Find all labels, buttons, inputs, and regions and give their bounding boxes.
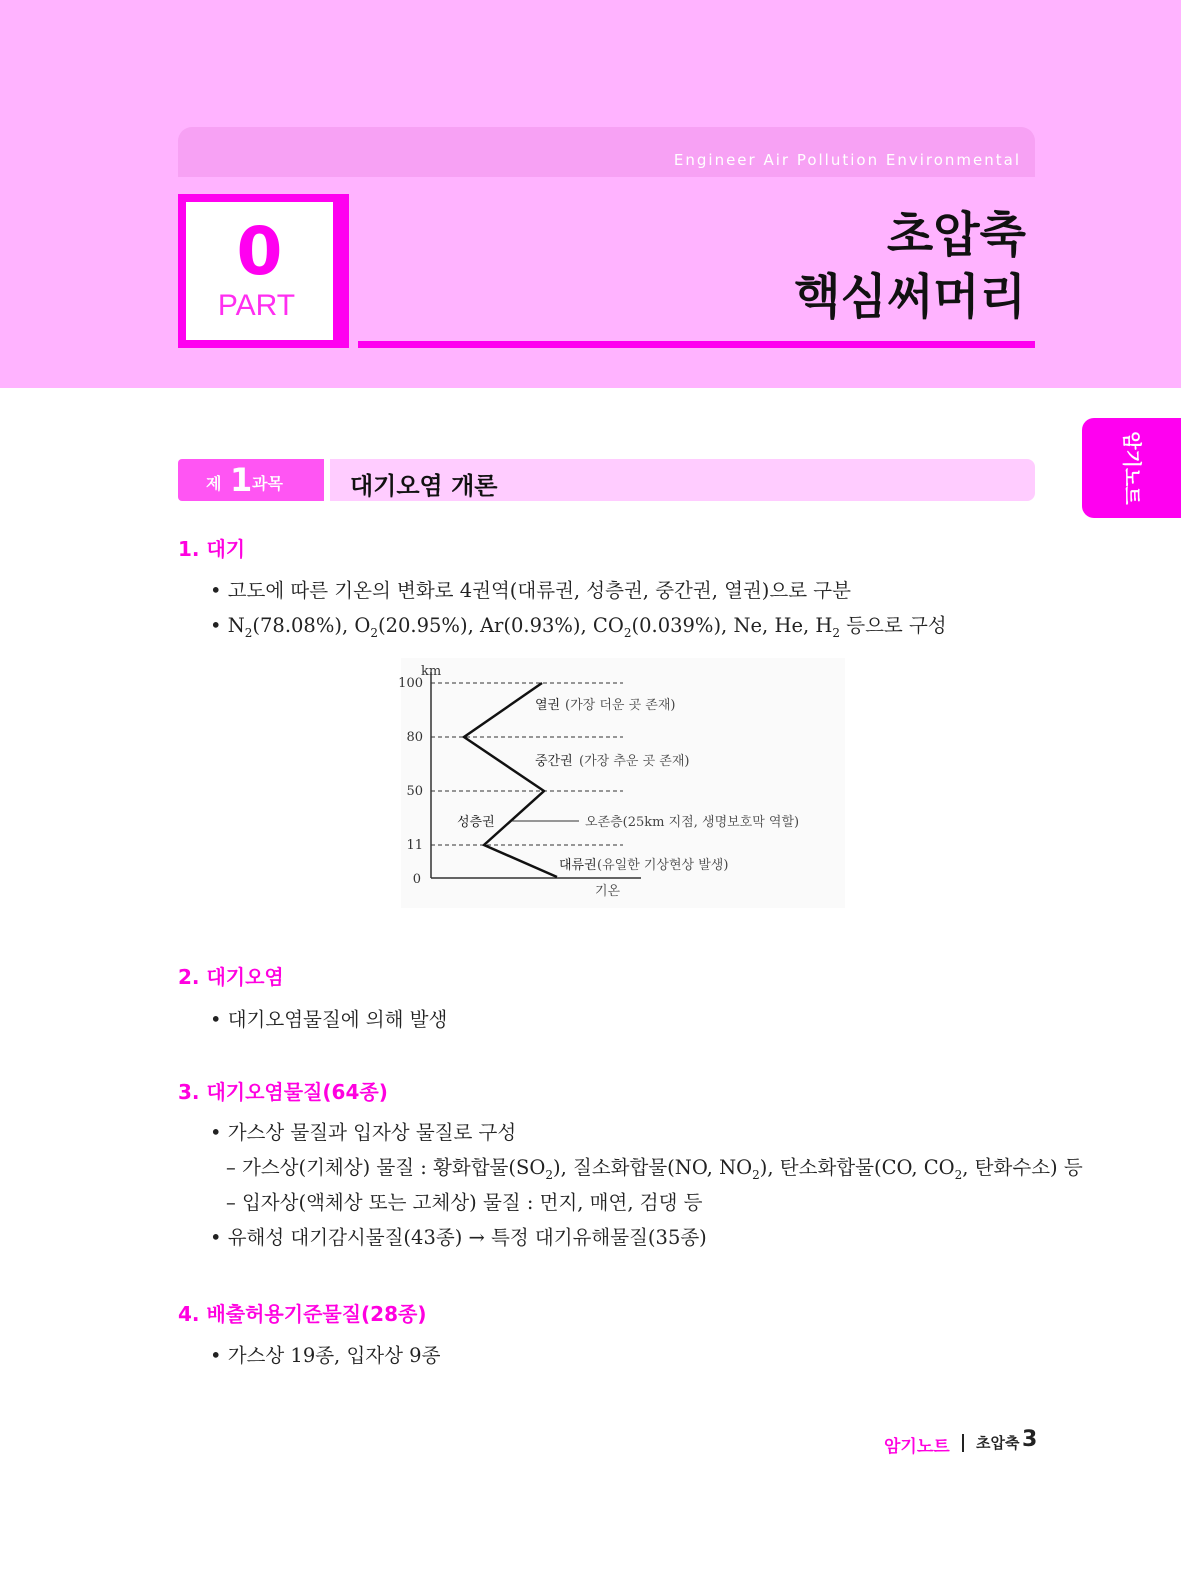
ozone-note: 오존층(25km 지점, 생명보호막 역할) (585, 815, 800, 830)
footer-section-label: 암기노트 (884, 1437, 950, 1457)
section-heading-1: 1. 대기 (178, 537, 246, 561)
subject-suffix: 과목 (252, 474, 283, 493)
tick-label-50: 50 (406, 784, 423, 799)
tick-label-80: 80 (406, 730, 423, 745)
s3-dash-2: – 입자상(액체상 또는 고체상) 물질 : 먼지, 매연, 검댕 등 (226, 1191, 703, 1214)
s1-bullet-2: • $N_2(78.08\%)$, $O_2(20.95\%)$, Ar(0.93%), $CO_2(0.039\%)$, Ne, He, $H_2$ 등으로 구성 (210, 614, 947, 640)
subject-bar (330, 459, 1035, 501)
footer-divider (962, 1434, 964, 1452)
s2-bullet-1: • 대기오염물질에 의해 발생 (210, 1008, 448, 1031)
mesosphere-note: (가장 추운 곳 존재) (579, 754, 690, 769)
part-box (178, 194, 349, 348)
atmosphere-diagram (398, 658, 845, 908)
page-title (794, 204, 1026, 328)
subject-prefix: 제 (206, 474, 222, 493)
series-bar (178, 127, 1035, 177)
s3-bullet-1: • 가스상 물질과 입자상 물질로 구성 (210, 1121, 517, 1144)
part-number: 0 (236, 213, 283, 290)
s3-dash-1: – 가스상(기체상) 물질 : 황화합물$(SO_2)$, 질소화합물(NO, $NO_2$), 탄소화합물(CO, $CO_2$, 탄화수소) 등 (226, 1156, 1083, 1182)
s1-bullet-1: • 고도에 따른 기온의 변화로 4권역(대류권, 성층권, 중간권, 열권)으로 구분 (210, 579, 851, 602)
x-axis-label: 기온 (595, 884, 621, 899)
page-number: 3 (1022, 1427, 1038, 1452)
stratosphere-label: 성층권 (457, 815, 495, 830)
side-tab[interactable] (1082, 418, 1181, 518)
part-label: PART (217, 289, 296, 322)
troposphere-label: 대류권 (559, 858, 597, 873)
tick-label-0: 0 (412, 872, 421, 887)
thermosphere-note: (가장 더운 곳 존재) (565, 698, 676, 713)
section-heading-4: 4. 배출허용기준물질(28종) (178, 1302, 427, 1326)
subject-badge (178, 459, 324, 501)
mesosphere-label: 중간권 (535, 754, 573, 769)
title-line-2: 핵심써머리 (794, 269, 1026, 325)
tick-label-11: 11 (406, 838, 423, 853)
thermosphere-label: 열권 (535, 698, 561, 713)
section-heading-2: 2. 대기오염 (178, 965, 284, 989)
side-tab-label: 암기노트 (1120, 431, 1143, 505)
title-line-1: 초압축 (886, 207, 1026, 263)
section-heading-3: 3. 대기오염물질(64종) (178, 1080, 388, 1104)
series-title: Engineer Air Pollution Environmental (673, 151, 1021, 169)
y-unit-label: km (421, 664, 442, 679)
title-underline (358, 341, 1035, 348)
atmosphere-diagram-svg (398, 658, 845, 908)
tick-label-100: 100 (398, 676, 423, 691)
s3-bullet-2: • 유해성 대기감시물질(43종) → 특정 대기유해물질(35종) (210, 1226, 707, 1249)
subject-title: 대기오염 개론 (350, 472, 498, 500)
footer-book-label: 초압축 (976, 1434, 1020, 1452)
s4-bullet-1: • 가스상 19종, 입자상 9종 (210, 1344, 441, 1367)
subject-number: 1 (230, 461, 253, 499)
troposphere-note: (유일한 기상현상 발생) (597, 858, 729, 873)
